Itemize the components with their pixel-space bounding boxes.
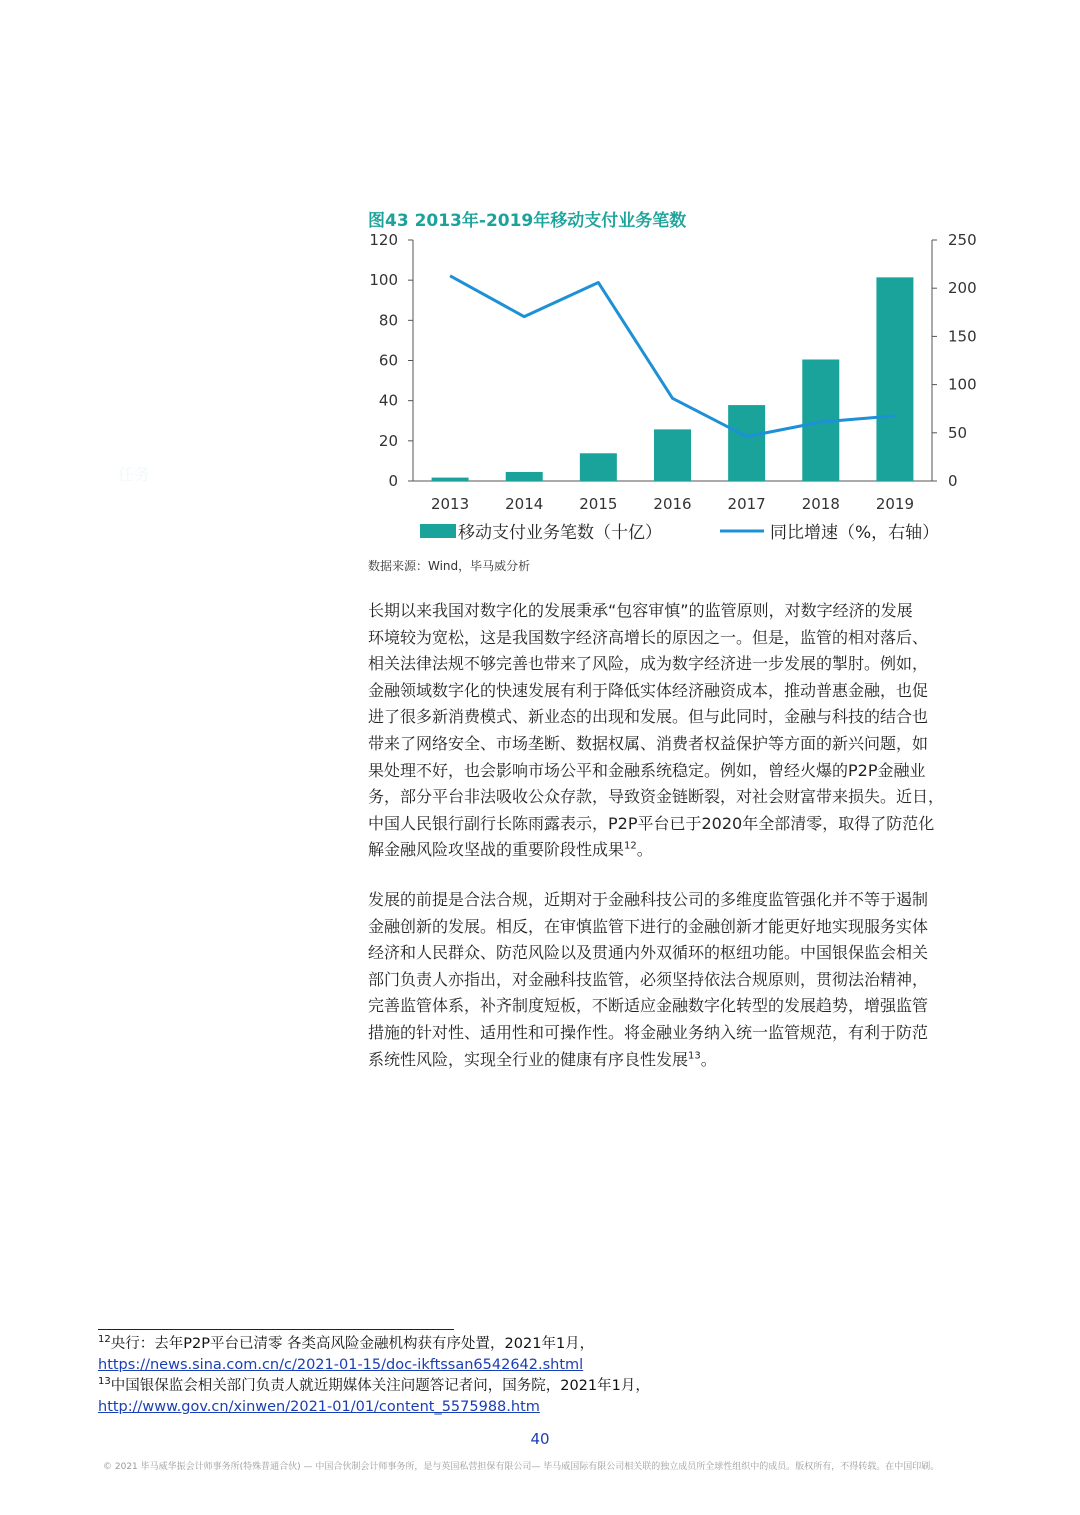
footnote-13-link[interactable]: http://www.gov.cn/xinwen/2021-01/01/content_5575988.htm [98, 1399, 540, 1415]
right-tick-label: 200 [948, 279, 977, 298]
paragraph-line: 解金融风险攻坚战的重要阶段性成果$^{12}$。 [368, 840, 653, 860]
paragraph-line: 金融领域数字化的快速发展有利于降低实体经济融资成本，推动普惠金融，也促 [368, 680, 929, 700]
left-tick-label: 60 [378, 351, 398, 370]
paragraph-line: 进了很多新消费模式、新业态的出现和发展。但与此同时，金融与科技的结合也 [368, 707, 929, 727]
paragraph-line: 相关法律法规不够完善也带来了风险，成为数字经济进一步发展的掣肘。例如， [368, 654, 929, 674]
paragraph-line: 带来了网络安全、市场垄断、数据权属、消费者权益保护等方面的新兴问题，如 [368, 733, 929, 753]
x-tick-label: 2016 [653, 495, 692, 513]
x-tick-label: 2019 [875, 495, 915, 513]
mobile-payment-chart [0, 0, 1080, 560]
paragraph-line: 经济和人民群众、防范风险以及贯通内外双循环的枢纽功能。中国银保监会相关 [368, 943, 929, 963]
left-tick-label: 40 [378, 391, 398, 410]
bar-2019 [876, 277, 913, 481]
footnote-ref[interactable]: 13 [688, 1050, 701, 1062]
footnote-divider [98, 1329, 454, 1330]
left-tick-label: 80 [378, 311, 398, 330]
bar-2017 [728, 405, 765, 481]
paragraph-line: 环境较为宽松，这是我国数字经济高增长的原因之一。但是，监管的相对落后、 [368, 627, 929, 647]
figure-source: 数据来源：Wind，毕马威分析 [368, 559, 531, 573]
left-tick-label: 20 [378, 431, 398, 450]
paragraph-line: 完善监管体系，补齐制度短板，不断适应金融数字化转型的发展趋势，增强监管 [368, 996, 929, 1016]
paragraph-2 [368, 887, 988, 1073]
paragraph-line: 发展的前提是合法合规，近期对于金融科技公司的多维度监管强化并不等于遏制 [368, 890, 929, 909]
chart-legend [420, 523, 939, 543]
bar-2013 [432, 478, 469, 481]
faint-ghost-text: 任务 [118, 465, 151, 484]
paragraph-line: 务，部分平台非法吸收公众存款，导致资金链断裂，对社会财富带来损失。近日， [368, 787, 945, 807]
paragraph-1 [368, 598, 988, 864]
figure-title: 图43 2013年-2019年移动支付业务笔数 [368, 211, 687, 231]
left-tick-label: 120 [369, 231, 398, 249]
footnote-ref[interactable]: 12 [624, 841, 637, 853]
right-tick-label: 0 [948, 472, 958, 490]
paragraph-line: 部门负责人亦指出，对金融科技监管，必须坚持依法合规原则，贯彻法治精神， [368, 969, 929, 989]
left-tick-label: 0 [388, 472, 398, 490]
legend-line-label: 同比增速（%，右轴） [770, 523, 940, 543]
right-tick-label: 150 [948, 327, 977, 346]
chart-bars [432, 277, 914, 481]
footnote-12-link[interactable]: https://news.sina.com.cn/c/2021-01-15/doc-ikftssan6542642.shtml [98, 1357, 584, 1373]
bar-2016 [654, 429, 691, 481]
paragraph-line: 中国人民银行副行长陈雨露表示，P2P平台已于2020年全部清零，取得了防范化 [368, 813, 935, 833]
paragraph-line: 金融创新的发展。相反，在审慎监管下进行的金融创新才能更好地实现服务实体 [368, 916, 929, 936]
legend-bar-label: 移动支付业务笔数（十亿） [458, 523, 662, 543]
right-tick-label: 250 [948, 231, 977, 249]
paragraph-line: 长期以来我国对数字化的发展秉承“包容审慎”的监管原则，对数字经济的发展 [368, 601, 913, 620]
legend-bar-swatch [420, 524, 456, 538]
footnote-13-text: $^{13}$中国银保监会相关部门负责人就近期媒体关注问题答记者问，国务院，2021年1月， [98, 1376, 650, 1394]
bar-2015 [580, 453, 617, 481]
footnote-12-text: $^{12}$央行：去年P2P平台已清零 各类高风险金融机构获有序处置，2021年1月， [98, 1334, 595, 1352]
x-tick-label: 2015 [579, 495, 618, 513]
paragraph-line: 果处理不好，也会影响市场公平和金融系统稳定。例如，曾经火爆的P2P金融业 [368, 760, 926, 780]
footnotes [98, 1334, 650, 1418]
right-tick-label: 100 [948, 375, 977, 394]
x-tick-label: 2017 [727, 495, 766, 513]
left-tick-label: 100 [369, 271, 398, 290]
paragraph-line: 措施的针对性、适用性和可操作性。将金融业务纳入统一监管规范，有利于防范 [368, 1022, 929, 1042]
x-tick-label: 2014 [505, 495, 544, 513]
x-tick-label: 2018 [801, 495, 840, 513]
page-number: 40 [530, 1430, 550, 1448]
right-tick-label: 50 [948, 423, 968, 442]
bar-2014 [506, 472, 543, 481]
copyright-notice: © 2021 毕马威华振会计师事务所(特殊普通合伙) — 中国合伙制会计师事务所，是与英国私营担保有限公司— 毕马威国际有限公司相关联的独立成员所全球性组织中的成员。版权所有，不得转载。在中国印刷。 [103, 1462, 940, 1472]
x-tick-label: 2013 [430, 495, 470, 513]
paragraph-line: 系统性风险，实现全行业的健康有序良性发展$^{13}$。 [368, 1049, 717, 1069]
